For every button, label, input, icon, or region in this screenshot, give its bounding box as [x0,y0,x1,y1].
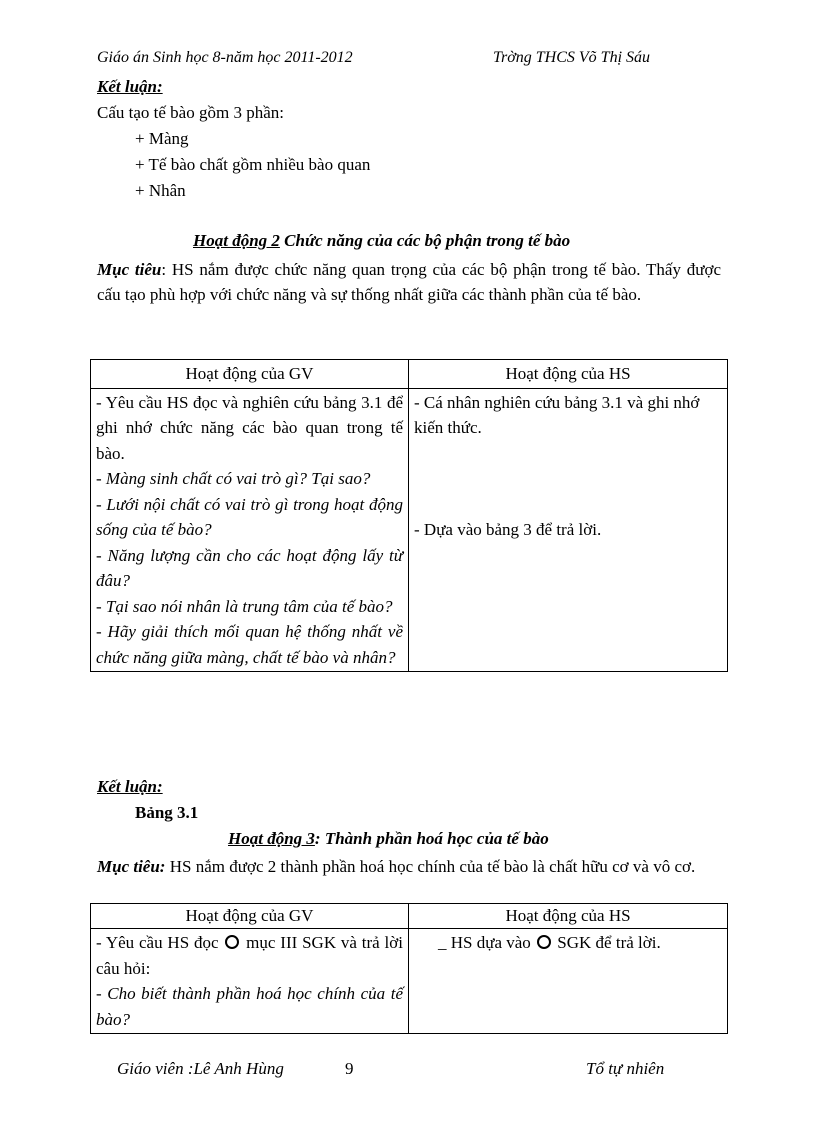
gv-question-energy: - Năng lượng cần cho các hoạt động lấy từ đâu? [96,545,403,590]
gv-question-chemistry: - Cho biết thành phần hoá học chính của tế bào? [96,984,403,1029]
activity2-table [90,359,728,672]
column-header-hs-2: Hoạt động của HS [409,904,728,929]
activity3-title-label: Hoạt động 3 [228,829,315,848]
hs-answer-sgk [414,930,722,956]
header-left: Giáo án Sinh học 8-năm học 2011-2012 [97,49,353,66]
column-header-gv: Hoạt động của GV [91,360,409,389]
hs-answer-text-start: _ HS dựa vào [438,933,536,952]
activity3-goal [97,854,721,879]
cell-structure-intro: Cấu tạo tế bào gồm 3 phần: [97,103,284,122]
activity3-table [90,903,728,1034]
page-number: 9 [345,1059,354,1078]
activity2-goal [97,257,721,307]
footer-teacher: Giáo viên :Lê Anh Hùng [117,1059,284,1078]
gv-instruction-2 [96,930,403,981]
conclusion-heading-2: Kết luận: [97,777,163,796]
footer-group: Tổ tự nhiên [586,1059,665,1078]
table-reference: Bảng 3.1 [135,803,199,822]
activity2-title-label: Hoạt động 2 [193,231,280,250]
column-header-hs: Hoạt động của HS [409,360,728,389]
activity2-goal-label: Mục tiêu [97,260,162,279]
list-item-nucleus: + Nhân [135,181,186,200]
hs-answer-text-end: SGK để trả lời. [553,933,661,952]
circle-bullet-icon [537,935,551,949]
hs-cell-2 [409,929,728,1034]
list-item-membrane: + Màng [135,129,189,148]
gv-cell [91,388,409,672]
gv-question-er: - Lưới nội chất có vai trò gì trong hoạt động sống của tế bào? [96,494,403,539]
activity3-title [228,829,549,849]
gv-question-nucleus: - Tại sao nói nhân là trung tâm của tế bào? [96,596,393,616]
activity2-title-text: Chức năng của các bộ phận trong tế bào [279,231,571,250]
activity3-title-text: : Thành phần hoá học của tế bào [314,829,549,848]
hs-answer-study: - Cá nhân nghiên cứu bảng 3.1 và ghi nhớ kiến thức. [414,392,700,437]
hs-answer-reply: - Dựa vào bảng 3 để trả lời. [414,519,602,539]
conclusion-heading-1: Kết luận: [97,77,163,96]
gv-instruction-text-end: mục III SGK và trả lời câu hỏi: [96,933,403,978]
activity2-goal-text: : HS nắm được chức năng quan trọng của các bộ phận trong tế bào. Thấy được cấu tạo phù hợp với chức năng và sự thống nhất giữa các thành phần của tế bào. [97,260,721,304]
gv-cell-2 [91,929,409,1034]
circle-bullet-icon [225,935,239,949]
header-right: Trờng THCS Võ Thị Sáu [493,49,651,66]
gv-question-membrane: - Màng sinh chất có vai trò gì? Tại sao? [96,469,371,488]
gv-question-relation: - Hãy giải thích mối quan hệ thống nhất về chức năng giữa màng, chất tế bào và nhân? [96,622,403,667]
column-header-gv-2: Hoạt động của GV [91,904,409,929]
activity3-goal-label: Mục tiêu: [97,857,166,876]
gv-instruction: - Yêu cầu HS đọc và nghiên cứu bảng 3.1 để ghi nhớ chức năng các bào quan trong tế bào. [96,392,403,463]
gv-instruction-text-start: - Yêu cầu HS đọc [96,933,224,952]
activity3-goal-text: HS nắm được 2 thành phần hoá học chính của tế bào là chất hữu cơ và vô cơ. [165,857,696,876]
activity2-title [193,231,570,251]
hs-cell [409,388,728,672]
list-item-cytoplasm: + Tế bào chất gồm nhiều bào quan [135,155,371,174]
